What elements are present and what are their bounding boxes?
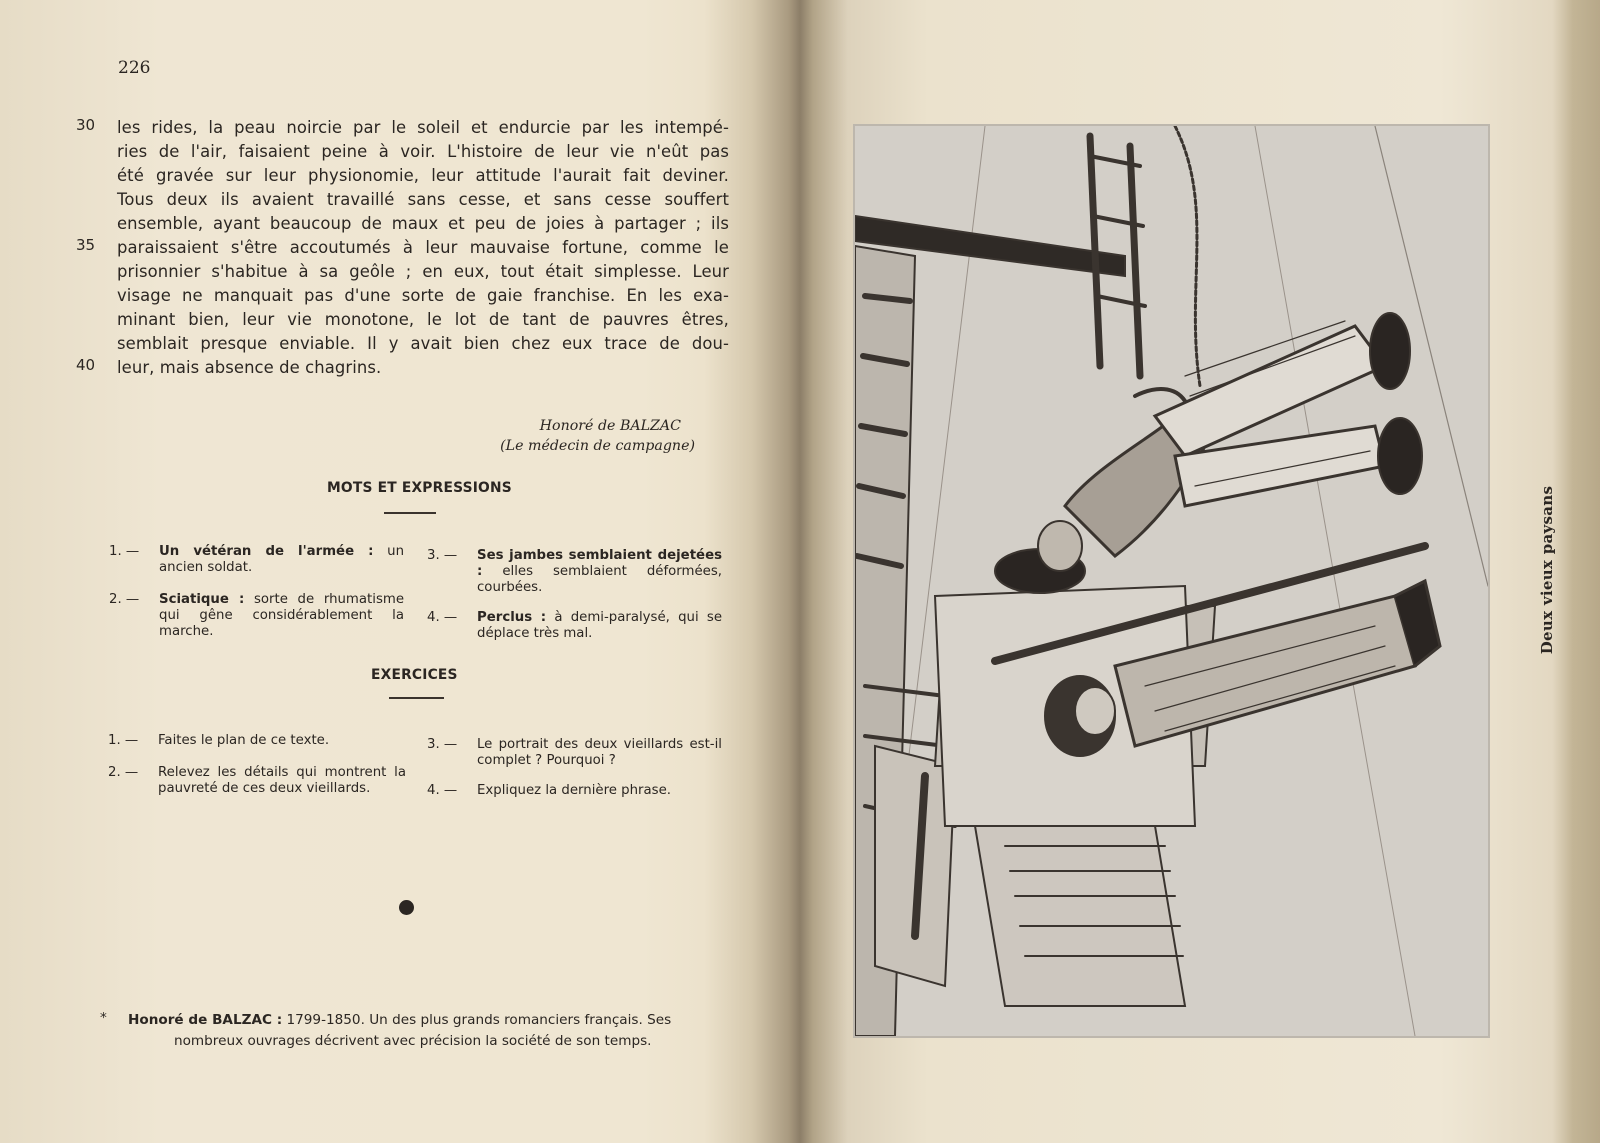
vocab-item [427, 610, 722, 642]
line-number: 30 [76, 116, 96, 134]
sketch-two-old-peasants-icon [855, 126, 1488, 1036]
text-line: paraissaient s'être accoutumés à leur mauvaise fortune, comme le [117, 238, 729, 257]
exercise-text: Le portrait des deux vieillards est-il complet ? Pourquoi ? [477, 737, 722, 768]
vocab-item [109, 592, 404, 640]
footnote-marker: * [100, 1010, 107, 1026]
line-number: 40 [76, 356, 96, 374]
signature-work: (Le médecin de campagne) [500, 438, 695, 454]
item-number: 1. — [108, 733, 139, 748]
vocab-definition: sorte de rhumatisme qui gêne considérablement la marche. [159, 592, 404, 639]
vocab-term: Perclus : [477, 610, 547, 625]
exercise-text: Expliquez la dernière phrase. [477, 783, 671, 798]
section-rule [389, 697, 444, 699]
mots-et-expressions-title: MOTS ET EXPRESSIONS [327, 480, 512, 496]
item-number: 2. — [108, 765, 139, 780]
text-line: prisonnier s'habitue à sa geôle ; en eux, tout était simplesse. Leur [117, 262, 729, 281]
page-number: 226 [118, 58, 151, 78]
vocab-term: Sciatique : [159, 592, 245, 607]
vocab-item [109, 544, 404, 576]
text-line: été gravée sur leur physionomie, leur attitude l'aurait fait deviner. [117, 166, 729, 185]
body-text [117, 116, 729, 380]
text-line: leur, mais absence de chagrins. [117, 358, 382, 377]
footnote-name: Honoré de BALZAC : [128, 1012, 283, 1028]
text-line: Tous deux ils avaient travaillé sans cesse, et sans cesse souffert [117, 190, 729, 209]
footnote-text: 1799-1850. Un des plus grands romanciers français. Ses [286, 1012, 672, 1028]
vocab-item [427, 548, 722, 596]
text-line: ensemble, ayant beaucoup de maux et peu de joies à partager ; ils [117, 214, 729, 233]
exercise-text: Faites le plan de ce texte. [158, 733, 330, 748]
footnote [100, 1010, 712, 1052]
exercices-title: EXERCICES [371, 667, 458, 683]
footnote-text: nombreux ouvrages décrivent avec précision la société de son temps. [174, 1033, 652, 1049]
item-number: 1. — [109, 544, 140, 559]
vocab-definition: à demi-paralysé, qui se déplace très mal. [477, 610, 722, 641]
exercise-item [427, 737, 722, 769]
signature-author: Honoré de BALZAC [539, 418, 681, 434]
text-line: visage ne manquait pas d'une sorte de gaie franchise. En les exa- [117, 286, 729, 305]
bullet-dot [399, 900, 414, 915]
illustration [853, 124, 1490, 1038]
item-number: 3. — [427, 548, 458, 563]
item-number: 2. — [109, 592, 140, 607]
item-number: 3. — [427, 737, 458, 752]
text-line: les rides, la peau noircie par le soleil et endurcie par les intempé- [117, 118, 729, 137]
item-number: 4. — [427, 783, 458, 798]
vocab-definition: elles semblaient déformées, courbées. [477, 564, 722, 595]
exercise-text: Relevez les détails qui montrent la pauvreté de ces deux vieillards. [158, 765, 406, 796]
left-page [0, 0, 790, 1143]
running-title-text: Deux vieux paysans [1538, 485, 1556, 655]
exercise-item [108, 733, 406, 749]
vocab-term: Un vétéran de l'armée : [159, 544, 374, 559]
exercise-item [427, 783, 722, 799]
vocab-term: Ses jambes semblaient dejetées : [477, 548, 722, 579]
line-number: 35 [76, 236, 96, 254]
right-page [800, 0, 1600, 1143]
text-line: semblait presque enviable. Il y avait bien chez eux trace de dou- [117, 334, 729, 353]
text-line: ries de l'air, faisaient peine à voir. L'histoire de leur vie n'eût pas [117, 142, 729, 161]
vocab-definition: un ancien soldat. [159, 544, 404, 575]
section-rule [384, 512, 436, 514]
text-line: minant bien, leur vie monotone, le lot de tant de pauvres êtres, [117, 310, 729, 329]
exercise-item [108, 765, 406, 797]
item-number: 4. — [427, 610, 458, 625]
signature [435, 416, 695, 456]
